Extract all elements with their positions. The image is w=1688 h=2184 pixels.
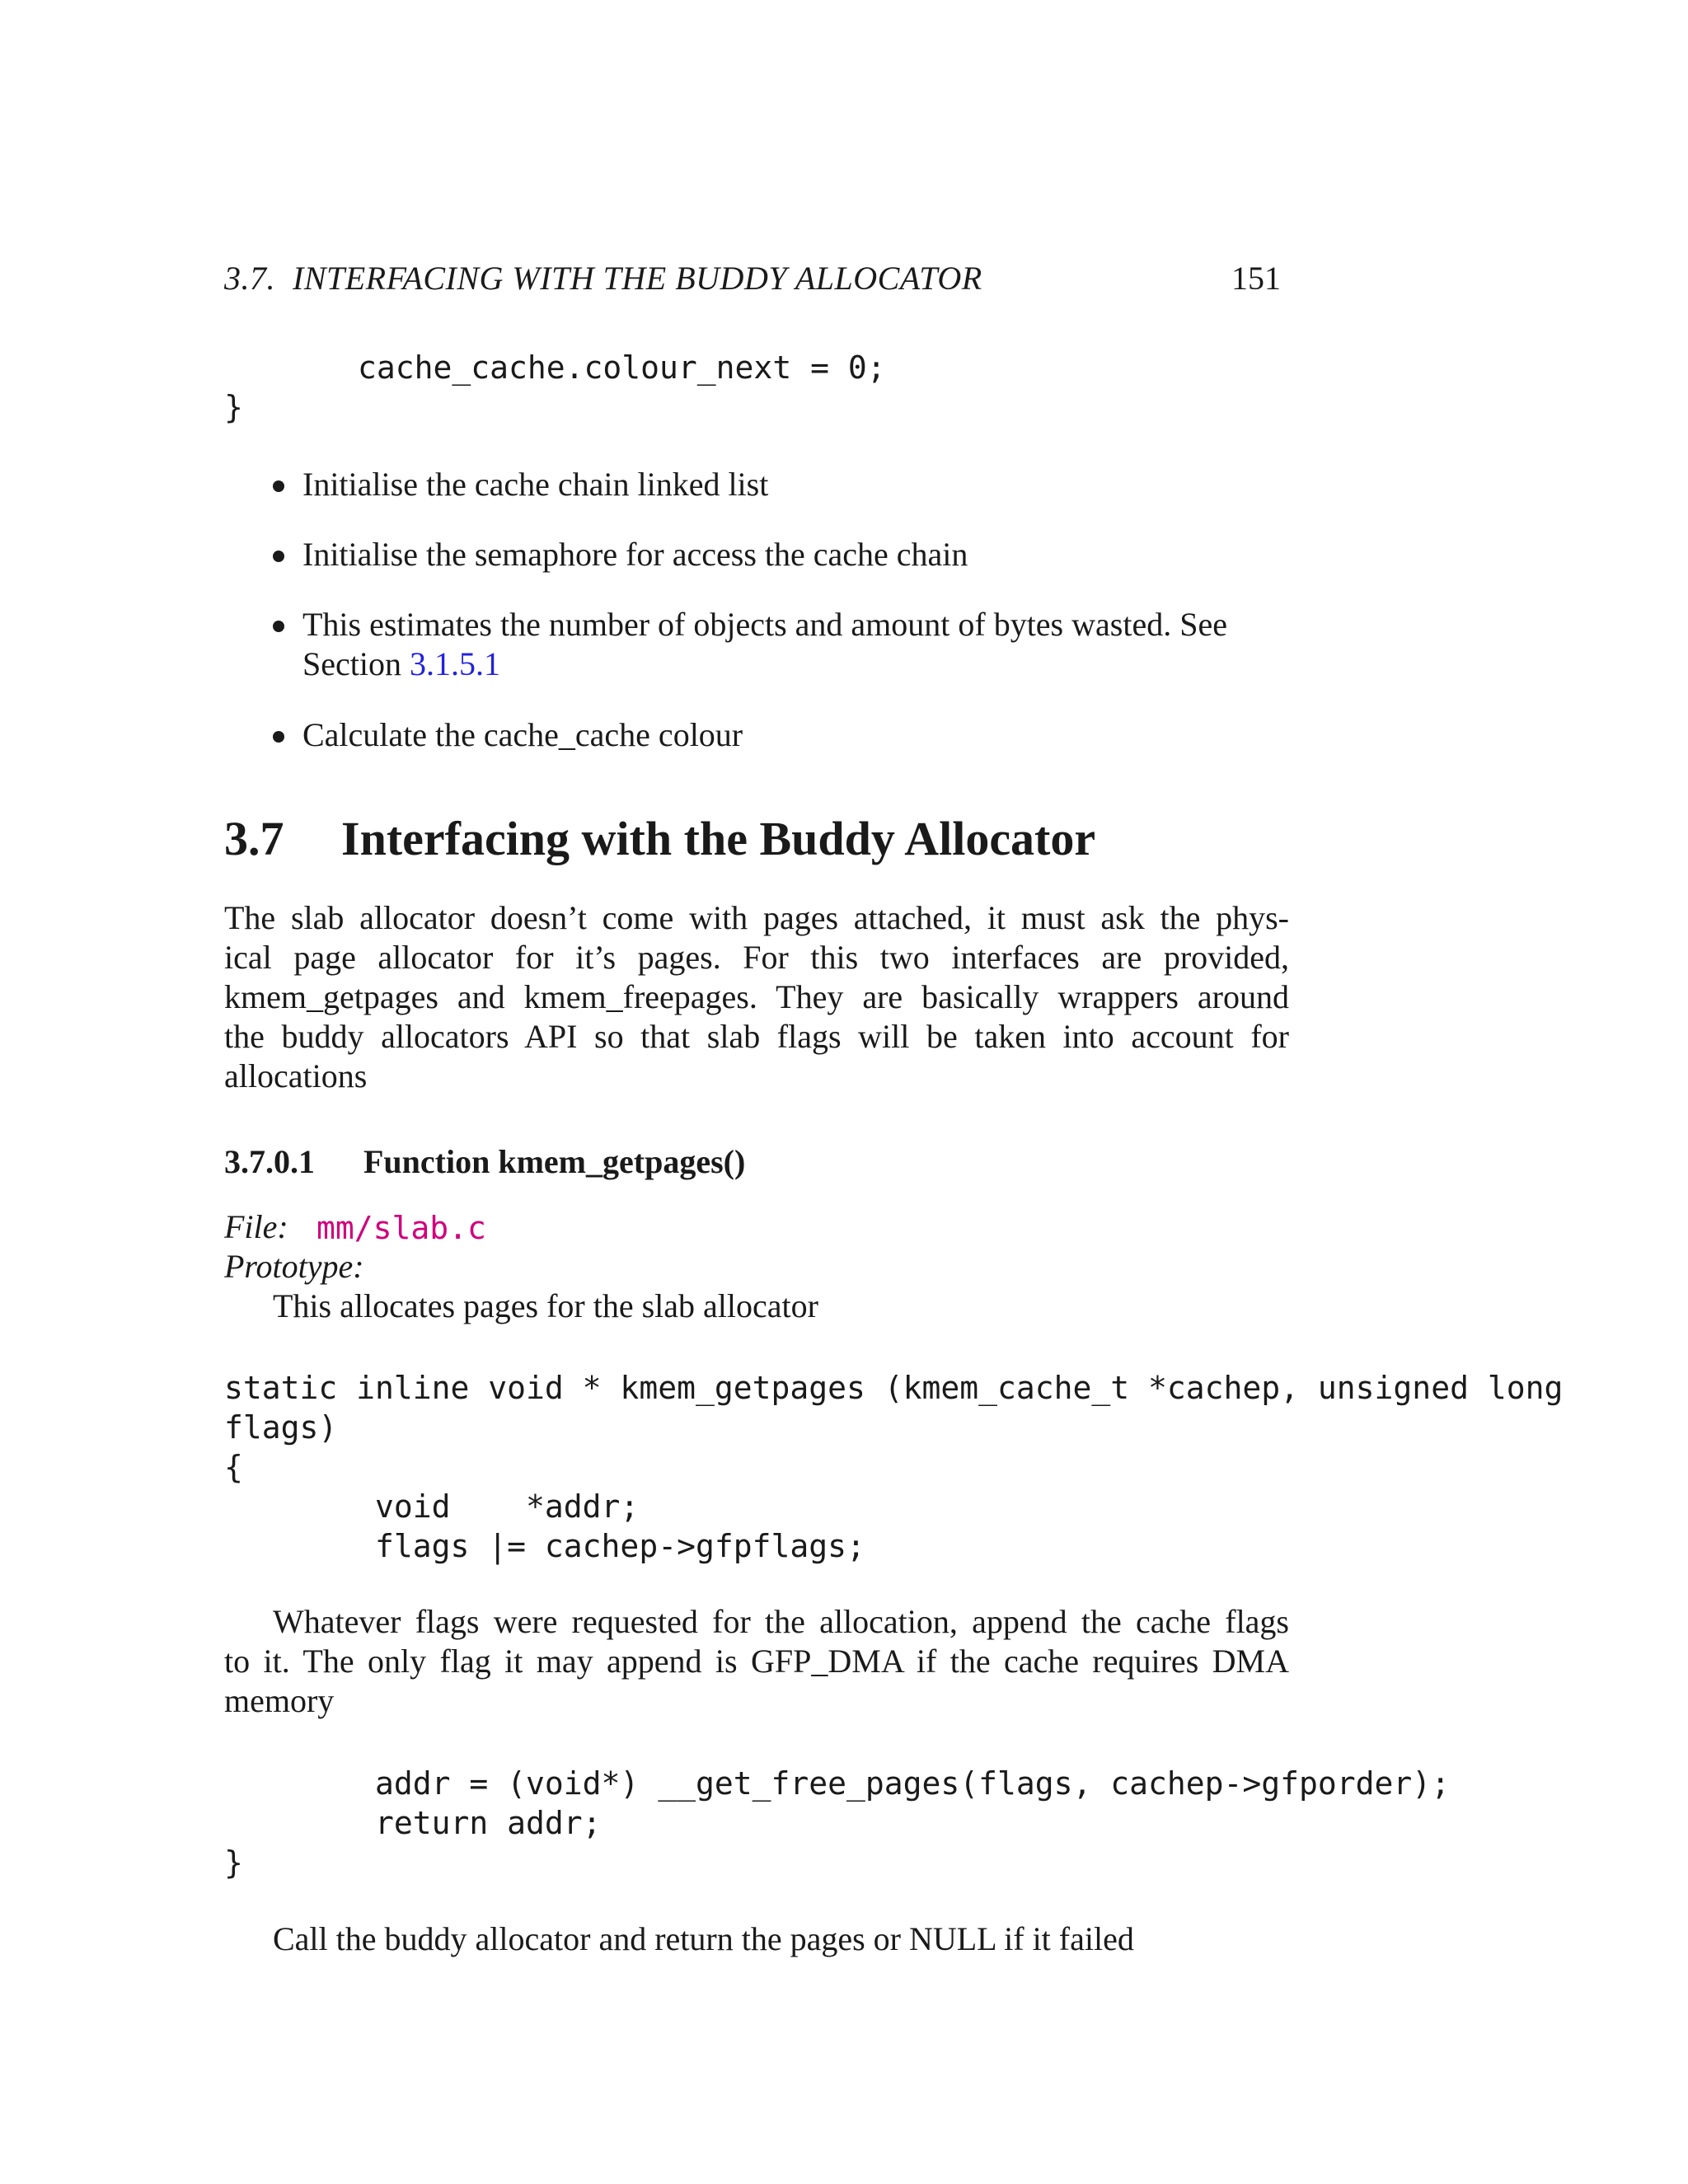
bullet-item: Calculate the cache_cache colour: [302, 716, 743, 753]
paragraph-line: ical page allocator for it’s pages. For this two interfaces are provided,: [224, 939, 1289, 976]
bullet-dot: [273, 731, 284, 743]
section-title: Interfacing with the Buddy Allocator: [341, 812, 1096, 865]
paragraph-line: the buddy allocators API so that slab flags will be taken into account for: [224, 1018, 1289, 1055]
code-line-colour-next: cache_cache.colour_next = 0;: [358, 349, 886, 386]
code-line: void *addr;: [224, 1488, 640, 1525]
paragraph-line: to it. The only flag it may append is GFP_DMA if the cache requires DMA: [224, 1643, 1289, 1680]
section-prefix: Section: [302, 645, 410, 682]
file-path-link[interactable]: mm/slab.c: [316, 1210, 486, 1246]
bullet-item: Initialise the cache chain linked list: [302, 466, 769, 503]
code-closing-brace: }: [224, 389, 243, 425]
prototype-label: Prototype:: [224, 1248, 364, 1285]
running-header-title: 3.7. INTERFACING WITH THE BUDDY ALLOCATOR: [224, 260, 982, 297]
subsection-number: 3.7.0.1: [224, 1143, 315, 1180]
bullet-item: This estimates the number of objects and amount of bytes wasted. See: [302, 606, 1227, 643]
code-line: addr = (void*) __get_free_pages(flags, cachep->gfporder);: [224, 1765, 1451, 1802]
paragraph-line: kmem_getpages and kmem_freepages. They are basically wrappers around: [224, 978, 1289, 1015]
paragraph-line: Whatever flags were requested for the allocation, append the cache flags: [273, 1603, 1289, 1640]
bullet-item-continuation: [302, 644, 500, 684]
code-line: {: [224, 1449, 243, 1485]
page-number: 151: [1231, 260, 1281, 297]
final-paragraph: Call the buddy allocator and return the pages or NULL if it failed: [273, 1920, 1134, 1957]
code-line: }: [224, 1844, 243, 1881]
bullet-item: Initialise the semaphore for access the cache chain: [302, 536, 968, 573]
paragraph-line: memory: [224, 1682, 335, 1719]
code-line: flags |= cachep->gfpflags;: [224, 1528, 865, 1564]
flags-paragraph: [224, 1602, 1289, 1721]
section-paragraph: [224, 898, 1289, 1096]
bullet-dot: [273, 480, 284, 492]
paragraph-line: The slab allocator doesn’t come with pages attached, it must ask the phys-: [224, 899, 1289, 936]
subsection-title: Function kmem_getpages(): [363, 1143, 746, 1180]
paragraph-line: allocations: [224, 1057, 368, 1094]
code-line: flags): [224, 1409, 338, 1446]
code-line: return addr;: [224, 1805, 602, 1841]
section-ref-link[interactable]: 3.1.5.1: [409, 645, 500, 682]
function-description: This allocates pages for the slab allocator: [273, 1287, 818, 1324]
section-number: 3.7: [224, 812, 284, 865]
bullet-dot: [273, 551, 284, 562]
file-label: File:: [224, 1208, 288, 1245]
bullet-dot: [273, 621, 284, 632]
code-line: static inline void * kmem_getpages (kmem_cache_t *cachep, unsigned long: [224, 1370, 1564, 1406]
